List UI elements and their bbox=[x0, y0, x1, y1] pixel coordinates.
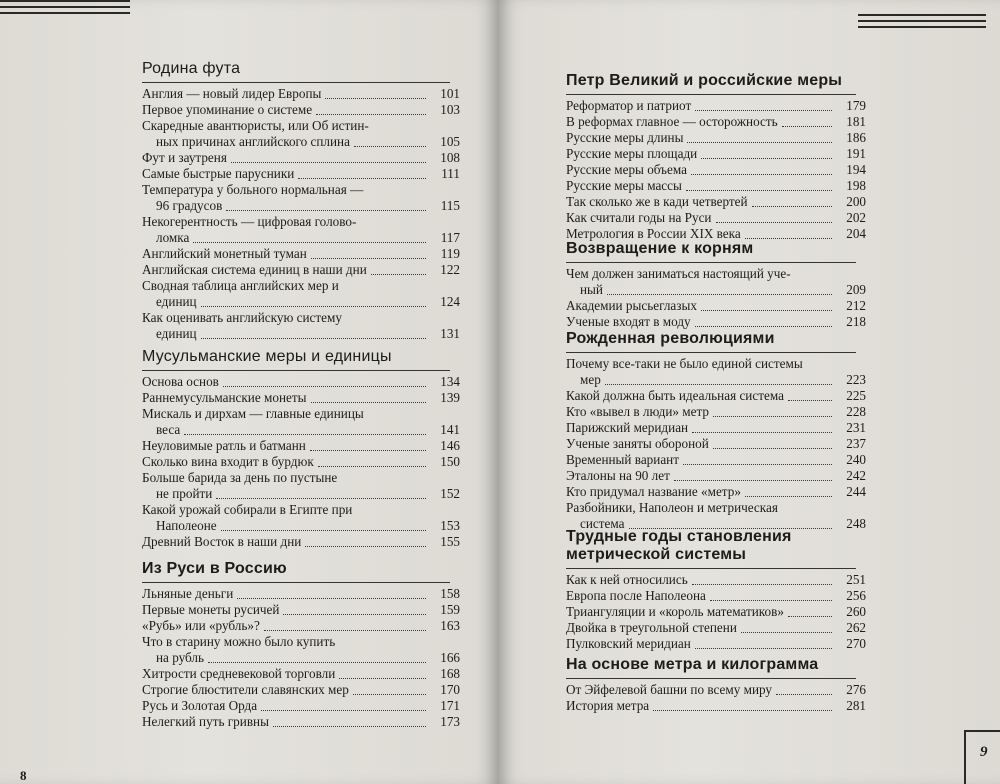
toc-entry-title: Временный вариант bbox=[566, 452, 680, 467]
leader-dots bbox=[683, 464, 832, 465]
toc-page-number: 256 bbox=[846, 588, 866, 603]
toc-entry-title: единиц bbox=[156, 294, 197, 309]
toc-entry-title: В реформах главное — осторожность bbox=[566, 114, 778, 129]
toc-page-number: 186 bbox=[846, 130, 866, 145]
toc-entry-title: Кто придумал название «метр» bbox=[566, 484, 741, 499]
toc-page-number: 117 bbox=[440, 230, 460, 245]
section-heading: метрической системы bbox=[566, 546, 747, 563]
leader-dots bbox=[605, 384, 832, 385]
page-number-right: 9 bbox=[980, 744, 988, 760]
toc-entry-title: Академии рысьеглазых bbox=[566, 298, 697, 313]
leader-dots bbox=[261, 710, 426, 711]
toc-page-number: 242 bbox=[846, 468, 866, 483]
toc-page-number: 202 bbox=[846, 210, 866, 225]
toc-page-number: 150 bbox=[440, 454, 460, 469]
toc-entry-title: Как считали годы на Руси bbox=[566, 210, 712, 225]
toc-page-number: 244 bbox=[846, 484, 866, 499]
toc-page-number: 270 bbox=[846, 636, 866, 651]
toc-entry-title: Самые быстрые парусники bbox=[142, 166, 295, 181]
toc-entry-title: Хитрости средневековой торговли bbox=[142, 666, 336, 681]
leader-dots bbox=[607, 294, 832, 295]
toc-entry-title: не пройти bbox=[156, 486, 213, 501]
toc-page-number: 152 bbox=[440, 486, 460, 501]
toc-entry-title: Так сколько же в кади четвертей bbox=[566, 194, 748, 209]
toc-entry-title: Первое упоминание о системе bbox=[142, 102, 313, 117]
toc-page-number: 225 bbox=[846, 388, 866, 403]
toc-page-number: 166 bbox=[440, 650, 460, 665]
toc-page-number: 163 bbox=[440, 618, 460, 633]
toc-entry-title: Кто «вывел в люди» метр bbox=[566, 404, 709, 419]
leader-dots bbox=[692, 584, 832, 585]
section-heading: Мусульманские меры и единицы bbox=[142, 348, 392, 365]
leader-dots bbox=[237, 598, 426, 599]
leader-dots bbox=[695, 648, 832, 649]
leader-dots bbox=[710, 600, 832, 601]
toc-page-number: 179 bbox=[846, 98, 866, 113]
leader-dots bbox=[695, 110, 832, 111]
toc-page-number: 276 bbox=[846, 682, 866, 697]
leader-dots bbox=[216, 498, 426, 499]
toc-page-number: 101 bbox=[440, 86, 460, 101]
toc-entry-title: ломка bbox=[156, 230, 190, 245]
toc-page-number: 194 bbox=[846, 162, 866, 177]
decorative-rules bbox=[0, 0, 130, 18]
leader-dots bbox=[687, 142, 832, 143]
toc-entry-title: От Эйфелевой башни по всему миру bbox=[566, 682, 773, 697]
toc-page-number: 139 bbox=[440, 390, 460, 405]
toc-entry-title: Какой урожай собирали в Египте при bbox=[142, 502, 353, 517]
toc-entry-title: Неуловимые ратль и батманн bbox=[142, 438, 306, 453]
toc-page-number: 223 bbox=[846, 372, 866, 387]
leader-dots bbox=[273, 726, 426, 727]
toc-entry-title: система bbox=[580, 516, 625, 531]
toc-page-number: 159 bbox=[440, 602, 460, 617]
toc-entry-title: единиц bbox=[156, 326, 197, 341]
leader-dots bbox=[298, 178, 426, 179]
toc-page-number: 108 bbox=[440, 150, 460, 165]
toc-page-number: 212 bbox=[846, 298, 866, 313]
toc-entry-title: Метрология в России XIX века bbox=[566, 226, 741, 241]
leader-dots bbox=[305, 546, 426, 547]
toc-entry-title: Наполеоне bbox=[156, 518, 217, 533]
right-page bbox=[498, 0, 1000, 784]
leader-dots bbox=[208, 662, 426, 663]
toc-entry-title: Как оценивать английскую систему bbox=[142, 310, 342, 325]
toc-entry-title: Английская система единиц в наши дни bbox=[142, 262, 367, 277]
section-rule bbox=[566, 94, 856, 95]
toc-page-number: 158 bbox=[440, 586, 460, 601]
leader-dots bbox=[201, 338, 426, 339]
toc-entry-title: Эталоны на 90 лет bbox=[566, 468, 670, 483]
toc-entry-title: Парижский меридиан bbox=[566, 420, 689, 435]
section-rule bbox=[142, 82, 450, 83]
toc-entry-title: Основа основ bbox=[142, 374, 219, 389]
toc-page-number: 134 bbox=[440, 374, 460, 389]
leader-dots bbox=[226, 210, 426, 211]
toc-entry-title: Русь и Золотая Орда bbox=[142, 698, 258, 713]
left-page bbox=[0, 0, 498, 784]
toc-entry-title: Английский монетный туман bbox=[142, 246, 307, 261]
toc-entry-title: Триангуляции и «король математиков» bbox=[566, 604, 784, 619]
toc-entry-title: 96 градусов bbox=[156, 198, 223, 213]
section-heading: Из Руси в Россию bbox=[142, 560, 287, 577]
leader-dots bbox=[354, 146, 426, 147]
toc-entry-title: Пулковский меридиан bbox=[566, 636, 691, 651]
leader-dots bbox=[184, 434, 426, 435]
toc-entry-title: Что в старину можно было купить bbox=[142, 634, 336, 649]
toc-entry-title: Разбойники, Наполеон и метрическая bbox=[566, 500, 778, 515]
section-rule bbox=[566, 352, 856, 353]
leader-dots bbox=[193, 242, 426, 243]
leader-dots bbox=[231, 162, 426, 163]
toc-page-number: 251 bbox=[846, 572, 866, 587]
toc-entry-title: Больше барида за день по пустыне bbox=[142, 470, 338, 485]
leader-dots bbox=[691, 174, 832, 175]
toc-page-number: 173 bbox=[440, 714, 460, 729]
toc-page-number: 115 bbox=[440, 198, 460, 213]
toc-entry-title: ный bbox=[580, 282, 603, 297]
toc-entry-title: Русские меры массы bbox=[566, 178, 682, 193]
toc-page-number: 105 bbox=[440, 134, 460, 149]
toc-page-number: 200 bbox=[846, 194, 866, 209]
leader-dots bbox=[776, 694, 832, 695]
toc-entry-title: Сколько вина входит в бурдюк bbox=[142, 454, 314, 469]
leader-dots bbox=[311, 258, 426, 259]
section-rule bbox=[566, 678, 856, 679]
leader-dots bbox=[223, 386, 426, 387]
toc-page-number: 231 bbox=[846, 420, 866, 435]
toc-entry-title: Какой должна быть идеальная система bbox=[566, 388, 784, 403]
toc-entry-title: Фут и заутреня bbox=[142, 150, 227, 165]
toc-page-number: 260 bbox=[846, 604, 866, 619]
leader-dots bbox=[788, 400, 832, 401]
leader-dots bbox=[310, 450, 426, 451]
toc-page-number: 170 bbox=[440, 682, 460, 697]
toc-entry-title: ных причинах английского сплина bbox=[156, 134, 350, 149]
toc-page-number: 281 bbox=[846, 698, 866, 713]
decorative-rules bbox=[858, 14, 986, 32]
toc-page-number: 198 bbox=[846, 178, 866, 193]
leader-dots bbox=[752, 206, 832, 207]
toc-page-number: 141 bbox=[440, 422, 460, 437]
toc-entry-title: Температура у больного нормальная — bbox=[142, 182, 364, 197]
toc-page-number: 153 bbox=[440, 518, 460, 533]
section-rule bbox=[566, 262, 856, 263]
toc-page-number: 119 bbox=[440, 246, 460, 261]
leader-dots bbox=[325, 98, 426, 99]
leader-dots bbox=[316, 114, 426, 115]
section-heading: Петр Великий и российские меры bbox=[566, 72, 843, 89]
toc-page-number: 191 bbox=[846, 146, 866, 161]
toc-entry-title: Как к ней относились bbox=[566, 572, 688, 587]
toc-entry-title: Древний Восток в наши дни bbox=[142, 534, 302, 549]
toc-page-number: 237 bbox=[846, 436, 866, 451]
toc-page-number: 146 bbox=[440, 438, 460, 453]
toc-page-number: 103 bbox=[440, 102, 460, 117]
toc-entry-title: Мискаль и дирхам — главные единицы bbox=[142, 406, 364, 421]
section-heading: Рожденная революциями bbox=[566, 330, 775, 347]
toc-page-number: 181 bbox=[846, 114, 866, 129]
toc-entry-title: Русские меры площади bbox=[566, 146, 698, 161]
toc-entry-title: «Рубь» или «рубль»? bbox=[142, 618, 260, 633]
toc-page-number: 228 bbox=[846, 404, 866, 419]
page-number-left: 8 bbox=[20, 768, 27, 783]
toc-entry-title: Реформатор и патриот bbox=[566, 98, 692, 113]
leader-dots bbox=[741, 632, 832, 633]
leader-dots bbox=[701, 310, 832, 311]
leader-dots bbox=[716, 222, 832, 223]
leader-dots bbox=[782, 126, 832, 127]
toc-entry-title: Скаредные авантюристы, или Об истин- bbox=[142, 118, 369, 133]
toc-entry-title: Льняные деньги bbox=[142, 586, 234, 601]
toc-entry-title: Чем должен заниматься настоящий уче- bbox=[566, 266, 791, 281]
leader-dots bbox=[353, 694, 426, 695]
leader-dots bbox=[713, 416, 832, 417]
toc-entry-title: Русские меры длины bbox=[566, 130, 684, 145]
toc-entry-title: История метра bbox=[566, 698, 650, 713]
toc-entry-title: Европа после Наполеона bbox=[566, 588, 706, 603]
toc-page-number: 171 bbox=[440, 698, 460, 713]
leader-dots bbox=[686, 190, 832, 191]
toc-page-number: 111 bbox=[441, 166, 460, 181]
section-rule bbox=[566, 568, 856, 569]
section-rule bbox=[142, 582, 450, 583]
leader-dots bbox=[713, 448, 832, 449]
leader-dots bbox=[788, 616, 832, 617]
toc-entry-title: Русские меры объема bbox=[566, 162, 687, 177]
toc-page-number: 204 bbox=[846, 226, 866, 241]
leader-dots bbox=[221, 530, 426, 531]
section-heading: Трудные годы становления bbox=[566, 528, 792, 545]
leader-dots bbox=[695, 326, 832, 327]
toc-entry-title: Раннемусульманские монеты bbox=[142, 390, 307, 405]
leader-dots bbox=[318, 466, 426, 467]
toc-entry-title: веса bbox=[156, 422, 181, 437]
leader-dots bbox=[745, 238, 832, 239]
toc-page-number: 131 bbox=[440, 326, 460, 341]
toc-page-number: 124 bbox=[440, 294, 460, 309]
section-heading: На основе метра и килограмма bbox=[566, 656, 819, 673]
leader-dots bbox=[264, 630, 426, 631]
leader-dots bbox=[745, 496, 832, 497]
toc-entry-title: Нелегкий путь гривны bbox=[142, 714, 269, 729]
toc-page-number: 209 bbox=[846, 282, 866, 297]
toc-entry-title: мер bbox=[580, 372, 601, 387]
toc-entry-title: Ученые входят в моду bbox=[566, 314, 691, 329]
leader-dots bbox=[371, 274, 426, 275]
toc-entry-title: Некогерентность — цифровая голово- bbox=[142, 214, 357, 229]
leader-dots bbox=[674, 480, 832, 481]
leader-dots bbox=[201, 306, 426, 307]
toc-page-number: 248 bbox=[846, 516, 866, 531]
section-heading: Возвращение к корням bbox=[566, 240, 754, 257]
section-rule bbox=[142, 370, 450, 371]
leader-dots bbox=[692, 432, 832, 433]
toc-entry-title: Почему все-таки не было единой системы bbox=[566, 356, 803, 371]
section-heading: Родина фута bbox=[142, 60, 241, 77]
toc-page-number: 155 bbox=[440, 534, 460, 549]
toc-entry-title: Первые монеты русичей bbox=[142, 602, 280, 617]
toc-page-number: 262 bbox=[846, 620, 866, 635]
toc-page-number: 218 bbox=[846, 314, 866, 329]
toc-entry-title: Двойка в треугольной степени bbox=[566, 620, 737, 635]
toc-entry-title: на рубль bbox=[156, 650, 205, 665]
leader-dots bbox=[653, 710, 832, 711]
toc-entry-title: Ученые заняты обороной bbox=[566, 436, 709, 451]
leader-dots bbox=[339, 678, 426, 679]
leader-dots bbox=[701, 158, 832, 159]
leader-dots bbox=[311, 402, 426, 403]
leader-dots bbox=[283, 614, 426, 615]
page-number-box bbox=[964, 730, 1000, 784]
toc-page-number: 122 bbox=[440, 262, 460, 277]
toc-entry-title: Строгие блюстители славянских мер bbox=[142, 682, 349, 697]
toc-entry-title: Сводная таблица английских мер и bbox=[142, 278, 339, 293]
toc-entry-title: Англия — новый лидер Европы bbox=[142, 86, 322, 101]
toc-page-number: 168 bbox=[440, 666, 460, 681]
toc-page-number: 240 bbox=[846, 452, 866, 467]
